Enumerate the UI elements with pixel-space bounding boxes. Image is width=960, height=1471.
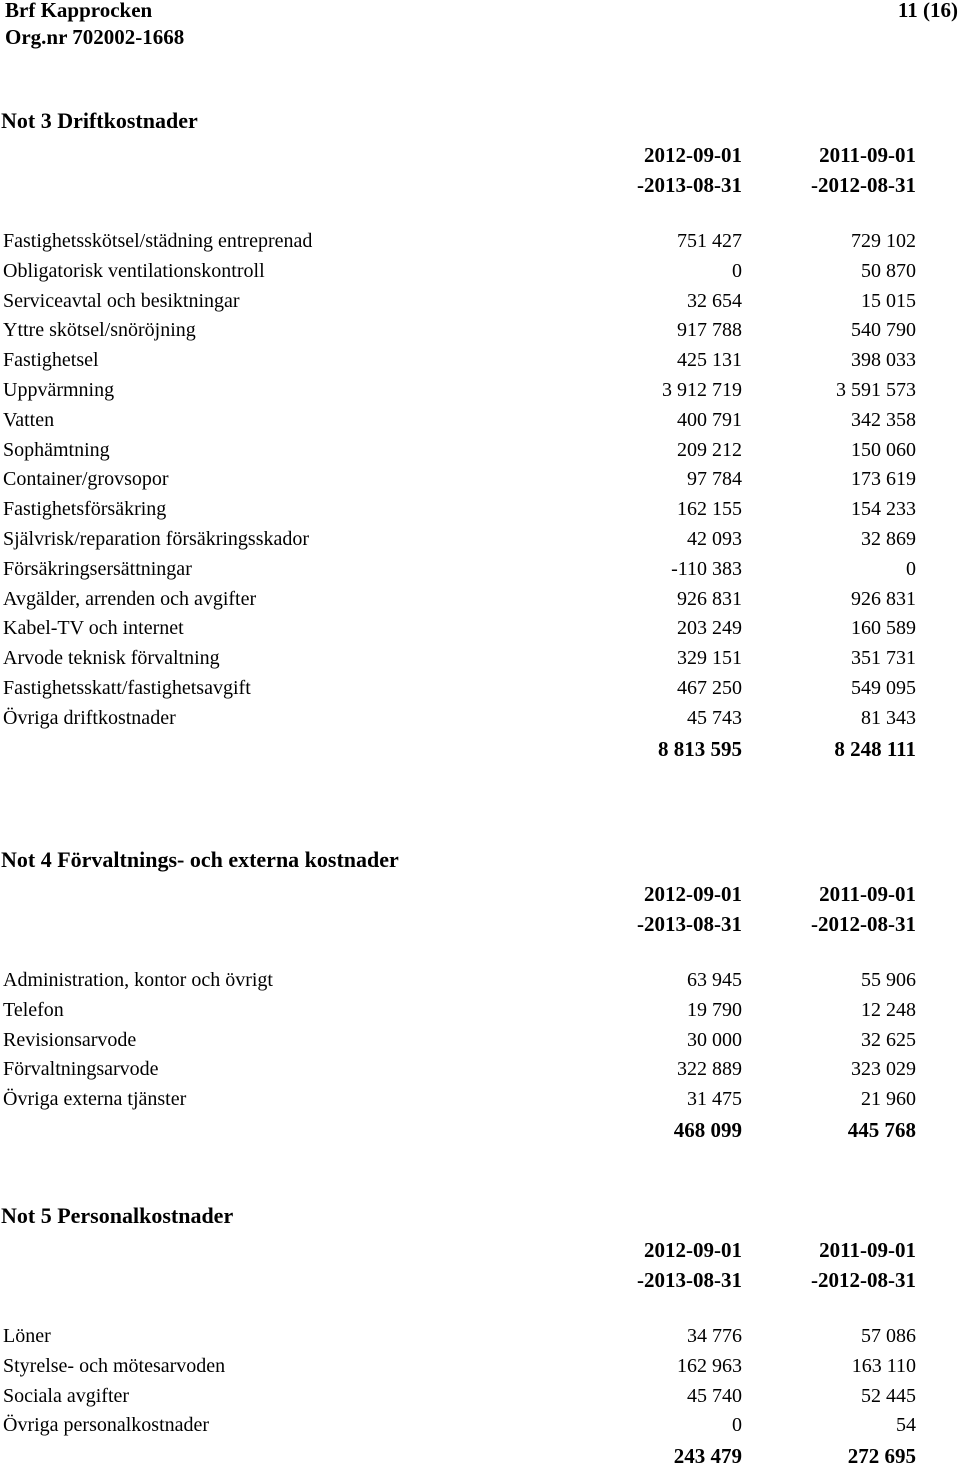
value-current-year: 31 475 [687,1088,742,1111]
period-header-current-start: 2012-09-01 [644,143,742,167]
row-label: Uppvärmning [3,378,115,401]
row-label: Fastighetsskatt/fastighetsavgift [3,676,251,699]
value-current-year: -110 383 [671,557,742,580]
value-current-year: 329 151 [677,647,742,670]
row-label: Fastighetsförsäkring [3,498,167,521]
value-previous-year: 398 033 [851,349,916,372]
value-current-year: 203 249 [677,617,742,640]
value-previous-year: 15 015 [861,289,916,312]
cost-row [0,585,960,615]
page-number: 11 (16) [897,0,958,22]
row-label: Styrelse- och mötesarvoden [3,1354,226,1377]
value-previous-year: 549 095 [851,676,916,699]
value-current-year: 45 740 [687,1384,742,1407]
row-label: Arvode teknisk förvaltning [3,647,220,670]
value-previous-year: 32 869 [861,527,916,550]
cost-rows [0,966,960,1115]
row-label: Övriga externa tjänster [3,1088,187,1111]
row-label: Sophämtning [3,438,110,461]
value-current-year: 30 000 [687,1028,742,1051]
value-current-year: 917 788 [677,319,742,342]
value-current-year: 0 [732,259,742,282]
cost-rows [0,1322,960,1441]
organization-block [5,0,184,51]
value-previous-year: 729 102 [851,230,916,252]
value-current-year: 467 250 [677,676,742,699]
value-previous-year: 160 589 [851,617,916,640]
value-current-year: 400 791 [677,408,742,431]
value-previous-year: 0 [906,557,916,580]
cost-row [0,1382,960,1412]
cost-row [0,1085,960,1115]
cost-row [0,704,960,734]
total-previous-year: 8 248 111 [834,736,916,761]
period-header-previous-end: -2012-08-31 [811,173,916,197]
row-label: Yttre skötsel/snöröjning [3,319,196,342]
cost-row [0,1026,960,1056]
total-previous-year: 445 768 [847,1118,916,1142]
cost-row [0,495,960,525]
organization-name: Brf Kapprocken [5,0,153,22]
value-previous-year: 81 343 [861,706,916,729]
row-label: Sociala avgifter [3,1384,130,1407]
value-previous-year: 926 831 [851,587,916,610]
row-label: Vatten [3,408,55,431]
value-current-year: 34 776 [687,1325,742,1347]
total-current-year: 243 479 [673,1444,742,1469]
row-label: Telefon [3,998,64,1021]
value-previous-year: 154 233 [851,498,916,521]
row-label: Övriga personalkostnader [3,1414,210,1437]
value-current-year: 42 093 [687,527,742,550]
total-current-year: 468 099 [673,1118,742,1142]
cost-row [0,1352,960,1382]
row-label: Obligatorisk ventilationskontroll [3,259,265,282]
cost-row [0,316,960,346]
cost-row [0,465,960,495]
value-current-year: 209 212 [677,438,742,461]
cost-row [0,644,960,674]
value-previous-year: 173 619 [851,468,916,491]
value-previous-year: 50 870 [861,259,916,282]
row-label: Avgälder, arrenden och avgifter [3,587,257,610]
value-previous-year: 52 445 [861,1384,916,1407]
note-title: Not 4 Förvaltnings- och externa kostnader [1,847,399,872]
period-header-current-end: -2013-08-31 [637,173,742,197]
total-previous-year: 272 695 [847,1444,916,1469]
value-current-year: 425 131 [677,349,742,372]
row-label: Självrisk/reparation försäkringsskador [3,527,310,550]
value-previous-year: 351 731 [851,647,916,670]
cost-row [0,525,960,555]
row-label: Löner [3,1325,51,1347]
period-header-current-end: -2013-08-31 [637,1268,742,1292]
period-header-current-start: 2012-09-01 [644,882,742,906]
value-previous-year: 540 790 [851,319,916,342]
value-previous-year: 32 625 [861,1028,916,1051]
organization-number: Org.nr 702002-1668 [5,25,185,49]
value-current-year: 19 790 [687,998,742,1021]
value-current-year: 751 427 [677,230,742,252]
value-previous-year: 57 086 [861,1325,916,1347]
row-label: Kabel-TV och internet [3,617,184,640]
cost-row [0,555,960,585]
period-header-previous-end: -2012-08-31 [811,1268,916,1292]
period-header-current-end: -2013-08-31 [637,912,742,936]
cost-rows [0,227,960,734]
cost-row [0,406,960,436]
value-current-year: 0 [732,1414,742,1437]
period-header-previous-start: 2011-09-01 [819,143,916,167]
value-previous-year: 54 [896,1414,916,1437]
row-label: Försäkringsersättningar [3,557,192,580]
value-previous-year: 12 248 [861,998,916,1021]
cost-row [0,227,960,257]
value-current-year: 32 654 [687,289,742,312]
value-current-year: 162 963 [677,1354,742,1377]
note-title: Not 3 Driftkostnader [1,108,198,133]
row-label: Förvaltningsarvode [3,1058,159,1081]
value-current-year: 45 743 [687,706,742,729]
row-label: Fastighetsskötsel/städning entreprenad [3,230,313,252]
value-current-year: 3 912 719 [662,378,742,401]
cost-row [0,614,960,644]
row-label: Fastighetsel [3,349,99,372]
cost-row [0,436,960,466]
value-previous-year: 342 358 [851,408,916,431]
cost-row [0,257,960,287]
row-label: Revisionsarvode [3,1028,137,1051]
row-label: Container/grovsopor [3,468,169,491]
value-current-year: 63 945 [687,969,742,991]
value-previous-year: 150 060 [851,438,916,461]
cost-row [0,674,960,704]
cost-row [0,1055,960,1085]
value-current-year: 322 889 [677,1058,742,1081]
row-label: Serviceavtal och besiktningar [3,289,240,312]
value-previous-year: 3 591 573 [836,378,916,401]
row-label: Administration, kontor och övrigt [3,969,273,991]
period-header-previous-start: 2011-09-01 [819,1238,916,1262]
period-header-previous-end: -2012-08-31 [811,912,916,936]
value-current-year: 97 784 [687,468,742,491]
row-label: Övriga driftkostnader [3,706,176,729]
note-title: Not 5 Personalkostnader [1,1203,234,1228]
value-current-year: 162 155 [677,498,742,521]
cost-row [0,346,960,376]
value-previous-year: 163 110 [851,1354,916,1377]
total-current-year: 8 813 595 [658,736,742,761]
cost-row [0,1411,960,1441]
value-previous-year: 21 960 [861,1088,916,1111]
period-header-previous-start: 2011-09-01 [819,882,916,906]
cost-row [0,966,960,996]
cost-row [0,287,960,317]
value-previous-year: 323 029 [851,1058,916,1081]
value-previous-year: 55 906 [861,969,916,991]
cost-row [0,996,960,1026]
cost-row [0,1322,960,1352]
period-header-current-start: 2012-09-01 [644,1238,742,1262]
cost-row [0,376,960,406]
value-current-year: 926 831 [677,587,742,610]
